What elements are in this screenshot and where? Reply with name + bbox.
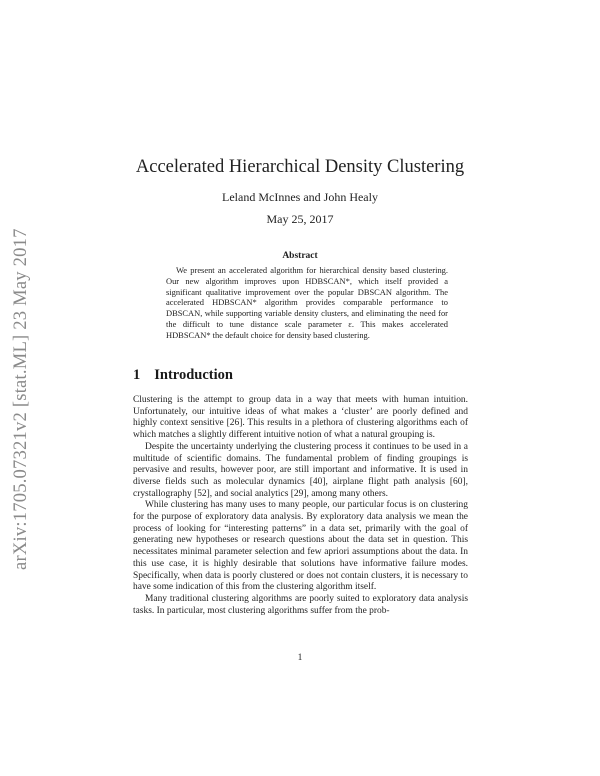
paragraph: Clustering is the attempt to group data in a way that meets with human intuition. Unfortunately, our intuitive ideas of what makes a ‘cluster’ are poorly defined and highly context sensitive [26]. This results in a plethora of clustering algorithms each of which matches a slightly different intuitive notion of what a natural grouping is.	[133, 395, 468, 441]
paragraph: Many traditional clustering algorithms are poorly suited to exploratory data analysis tasks. In particular, most clustering algorithms suffer from the prob-	[133, 593, 468, 616]
introduction-body	[133, 395, 468, 617]
paragraph: While clustering has many uses to many people, our particular focus is on clustering for the purpose of exploratory data analysis. By exploratory data analysis we mean the process of looking for “interesting patterns” in a data set, primarily with the goal of generating new hypotheses or research questions about the data set in question. This necessitates minimal parameter selection and few apriori assumptions about the data. In this use case, it is highly desirable that solutions have informative failure modes. Specifically, when data is poorly clustered or does not contain clusters, it is necessary to have some indication of this from the clustering algorithm itself.	[133, 500, 468, 593]
paper-authors: Leland McInnes and John Healy	[222, 190, 378, 204]
section-heading	[133, 367, 233, 384]
paper-title: Accelerated Hierarchical Density Clustering	[135, 157, 465, 177]
paper-date: May 25, 2017	[266, 212, 334, 226]
arxiv-identifier-stamp: arXiv:1705.07321v2 [stat.ML] 23 May 2017	[10, 228, 31, 570]
abstract-body: We present an accelerated algorithm for hierarchical density based clustering. Our new algorithm improves upon HDBSCAN*, which itself provided a significant qualitative improvement over the popular DBSCAN algorithm. The accelerated HDBSCAN* algorithm provides comparable performance to DBSCAN, while supporting variable density clusters, and eliminating the need for the difficult to tune distance scale parameter ε. This makes accelerated HDBSCAN* the default choice for density based clustering.	[166, 265, 448, 340]
page-number: 1	[297, 653, 303, 663]
section-title: Introduction	[154, 367, 233, 383]
paragraph: Despite the uncertainty underlying the clustering process it continues to be used in a multitude of scientific domains. The fundamental problem of finding groupings is pervasive and results, however poor, are still important and informative. It is used in diverse fields such as molecular dynamics [40], airplane flight path analysis [60], crystallography [52], and social analytics [29], among many others.	[133, 441, 468, 499]
abstract-heading: Abstract	[282, 251, 318, 261]
section-number: 1	[133, 367, 141, 383]
